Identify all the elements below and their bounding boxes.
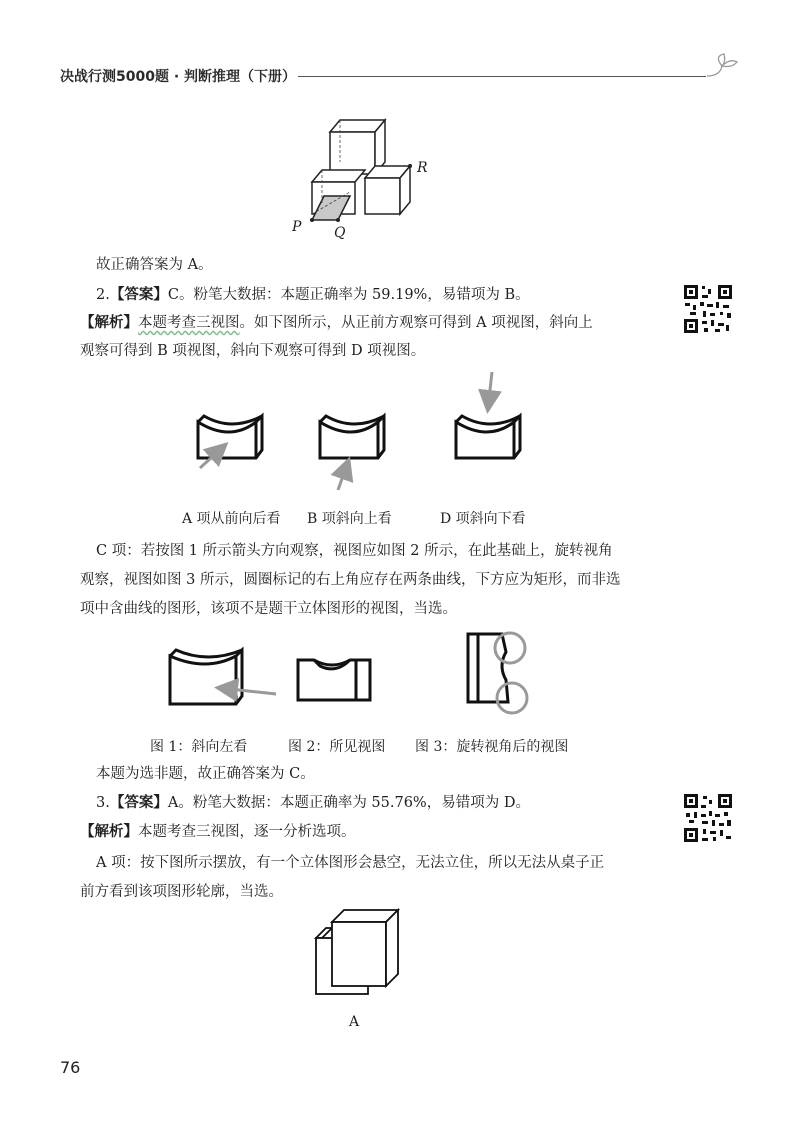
caption-figure-3: 图 3：旋转视角后的视图 [415,739,569,755]
conclusion-q2: 本题为选非题，故正确答案为 C。 [96,766,315,782]
caption-b-up: B 项斜向上看 [307,511,392,527]
circle-mark-top [495,633,525,663]
shape-a-view [198,416,262,458]
q2-answer-line [96,284,530,306]
a-analysis-line1: A 项：按下图所示摆放，有一个立体图形会悬空，无法立住，所以无法从桌子正 [96,855,605,871]
caption-figure-1: 图 1：斜向左看 [150,739,248,755]
label-r: R [417,160,428,176]
q2-analysis-rest: 。如下图所示，从正前方观察可得到 A 项视图，斜向上 [239,315,593,331]
sprout-icon [704,50,740,80]
view-direction-figures [180,370,560,490]
q2-analysis-tag: 【解析】 [80,314,138,331]
caption-a-front: A 项从前向后看 [182,511,281,527]
q2-analysis-line1 [80,312,593,334]
circle-mark-bottom [497,683,527,713]
qr-code-icon[interactable] [682,792,734,844]
option-a-label: A [349,1014,360,1030]
c-analysis-line2: 观察，视图如图 3 所示，圆圈标记的右上角应存在两条曲线，下方应为矩形，而非选 [80,572,621,588]
caption-figure-2: 图 2：所见视图 [288,739,386,755]
qr-code-icon[interactable] [682,283,734,335]
page-number: 76 [60,1058,81,1077]
rotation-view-figures [160,624,560,724]
caption-d-down: D 项斜向下看 [440,511,526,527]
q3-answer-line [96,792,530,814]
header-rule [298,76,706,77]
option-a-figure [310,908,410,1004]
solid-figure-pqr [290,112,440,242]
q2-answer-text: C。粉笔大数据：本题正确率为 59.19%，易错项为 B。 [167,287,530,303]
q2-analysis-underlined: 本题考查三视图 [138,315,240,331]
q3-answer-tag: 【答案】 [109,794,168,811]
point-r [408,164,412,168]
running-header-title: 决战行测5000题 · 判断推理（下册） [60,69,297,85]
label-p: P [292,219,302,235]
figure-2-shape [298,660,370,700]
q2-analysis-line2: 观察可得到 B 项视图，斜向下观察可得到 D 项视图。 [80,343,426,359]
c-analysis-line1: C 项：若按图 1 所示箭头方向观察，视图应如图 2 所示，在此基础上，旋转视角 [96,543,613,559]
q2-number: 2. [96,287,110,303]
q3-analysis-line [80,821,356,843]
label-q: Q [334,225,346,241]
shape-d-view [456,416,520,458]
q3-number: 3. [96,795,110,811]
q3-answer-text: A。粉笔大数据：本题正确率为 55.76%，易错项为 D。 [167,795,530,811]
q3-analysis-tag: 【解析】 [80,823,138,840]
q2-answer-tag: 【答案】 [109,286,168,303]
c-analysis-line3: 项中含曲线的图形，该项不是题干立体图形的视图，当选。 [80,601,457,617]
figure-1-shape [170,650,242,704]
point-p [310,218,314,222]
q3-analysis-text: 本题考查三视图，逐一分析选项。 [138,824,356,840]
a-analysis-line2: 前方看到该项图形轮廓，当选。 [80,884,283,900]
conclusion-q1: 故正确答案为 A。 [96,257,213,273]
figure-3-shape [468,634,508,702]
point-q [336,218,340,222]
shape-b-view [320,416,384,458]
